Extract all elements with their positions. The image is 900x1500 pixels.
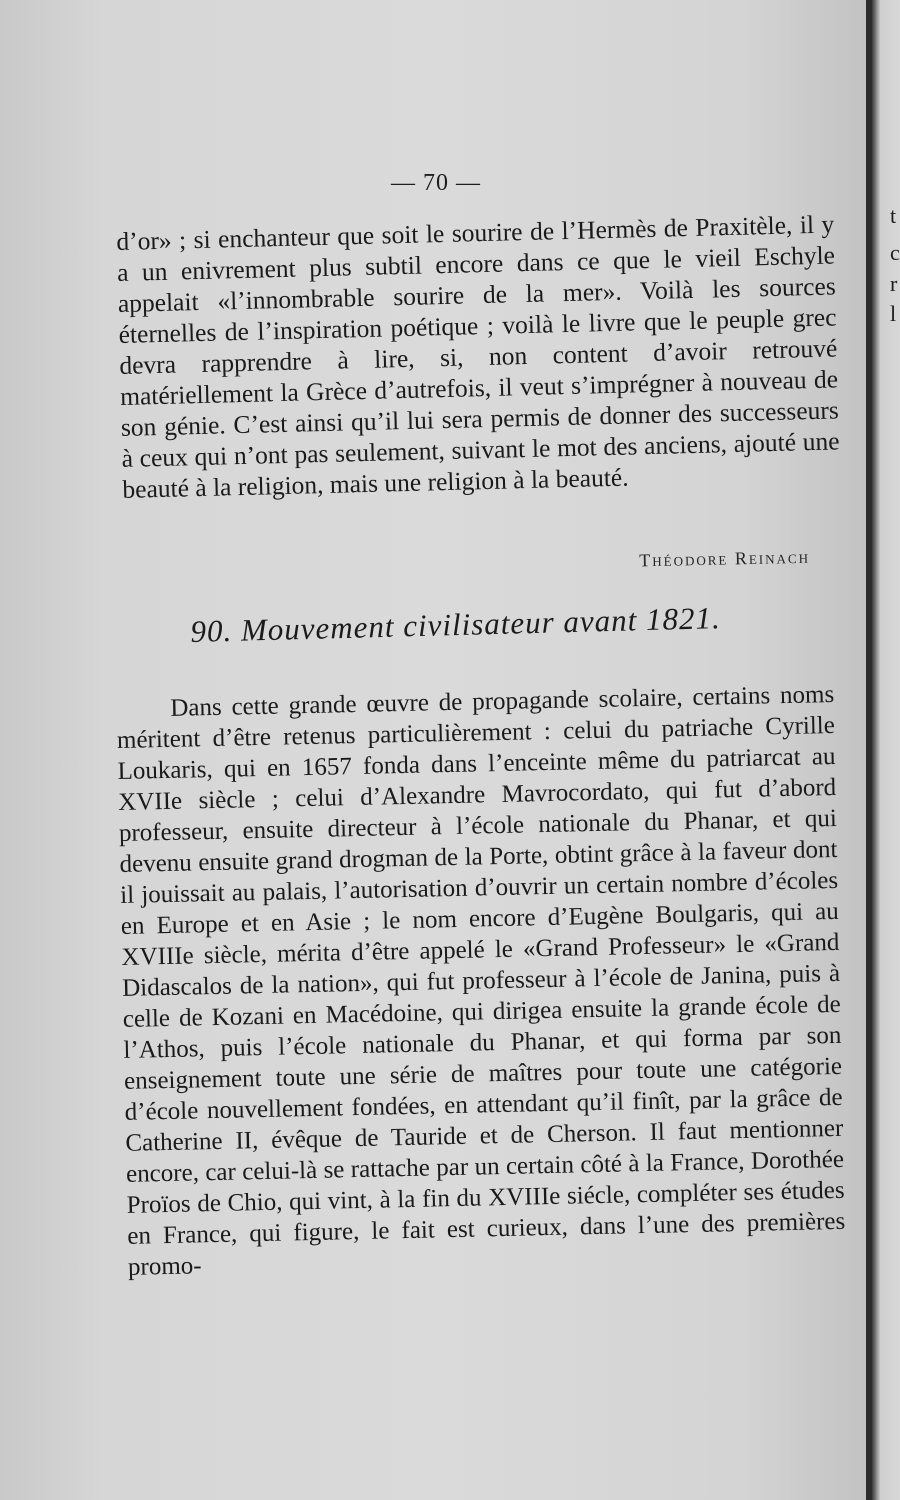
page-number: — 70 — [391, 170, 481, 196]
section-heading: 90. Mouvement civilisateur avant 1821. [190, 600, 722, 649]
edge-letter: l [890, 301, 897, 326]
passage-civilizing-movement [116, 679, 846, 1283]
adjacent-page-edge [872, 0, 900, 1500]
edge-letter: r [890, 271, 898, 296]
paragraph-quote-end: d’or» ; si enchanteur que soit le sourire de l’Hermès de Praxitèle, il y a un enivrement plus subtil encore dans ce que le vieil Eschyle appelait «l’innombrable sourire de la mer». Voilà les sources éternelles de l’inspiration poétique ; voilà le livre que le peuple grec devra rapprendre à lire, si, non content d’avoir retrouvé matériellement la Grèce d’autrefois, il veut s’imprégner à nouveau de son génie. C’est ainsi qu’il lui sera permis de donner des successeurs à ceux qui n’ont pas seulement, suivant le mot des anciens, ajouté une beauté à la religion, mais une religion à la beauté. [116, 209, 840, 504]
edge-letter: c [890, 240, 900, 265]
passage-reinach-quote [116, 208, 841, 504]
author-attribution: Théodore Reinach [639, 546, 811, 571]
edge-letter: t [890, 203, 897, 228]
paragraph-propaganda-scolaire: Dans cette grande œuvre de propagande scolaire, certains noms méritent d’être retenus particulièrement : celui du patriache Cyrille Loukaris, qui en 1657 fonda dans l’enceinte même du patriarcat au XVIIe siècle ; celui d’Alexandre Mavrocordato, qui fut d’abord professeur, ensuite directeur à l’école nationale du Phanar, et qui devenu ensuite grand drogman de la Porte, obtint grâce à la faveur dont il jouissait au palais, l’autorisation d’ouvrir un certain nombre d’écoles en Europe et en Asie ; le nom encore d’Eugène Boulgaris, qui au XVIIIe siècle, mérita d’être appelé le «Grand Professeur» le «Grand Didascalos de la nation», qui fut professeur à l’école de Janina, puis à celle de Kozani en Macédoine, qui dirigea ensuite la grande école de l’Athos, puis l’école nationale du Phanar, et qui forma par son enseignement toute une série de maîtres pour toute une catégorie d’école nouvellement fondées, en attendant qu’il finît, par la grâce de Catherine II, évêque de Tauride et de Cherson. Il faut mentionner encore, car celui-là se rattache par un certain côté à la France, Dorothée Proïos de Chio, qui vint, à la fin du XVIIIe siécle, compléter ses études en France, qui figure, le fait est curieux, dans l’une des premières promo- [116, 680, 846, 1281]
